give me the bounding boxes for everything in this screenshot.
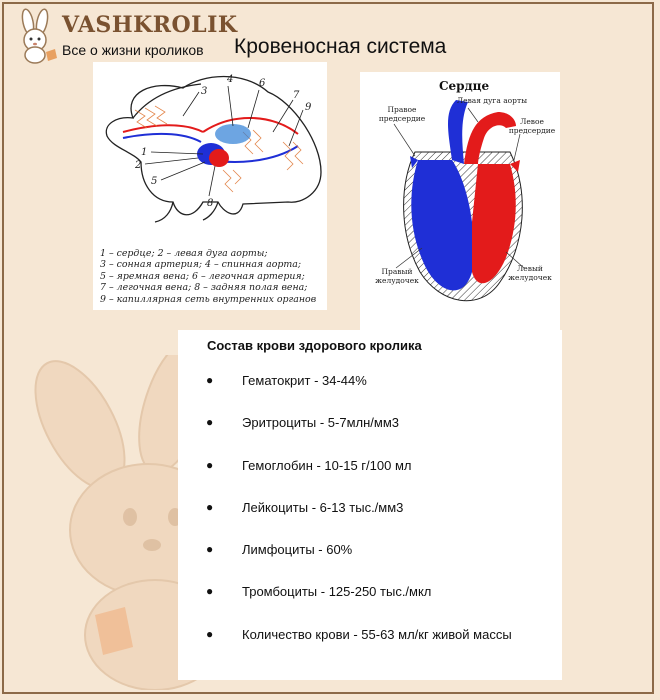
list-item: ● Гематокрит - 34-44% [206,373,367,388]
legend-line: 1 – сердце; 2 – левая дуга аорты; [100,248,268,259]
site-tagline: Все о жизни кроликов [62,42,204,58]
list-item: ● Тромбоциты - 125-250 тыс./мкл [206,584,432,600]
callout-6: 6 [259,78,266,89]
label-right-atrium: Правое предсердие [378,105,426,123]
label-aortic-arch: Левая дуга аорты [456,96,528,105]
blood-list [204,372,564,668]
callout-9: 9 [305,102,312,113]
bunny-logo-icon [10,8,62,64]
list-item: ● Лимфоциты - 60% [206,542,353,558]
bullet-icon: ● [206,542,214,557]
bullet-icon: ● [206,373,214,387]
list-item: ● Гемоглобин - 10-15 г/100 мл [206,457,412,473]
list-item: ● Лейкоциты - 6-13 тыс./мм3 [206,499,404,515]
blood-title: Состав крови здорового кролика [207,338,422,353]
legend-line: 3 – сонная артерия; 4 – спинная аорта; [100,259,301,271]
bullet-icon: ● [206,457,214,472]
page-title: Кровеносная система [234,35,447,58]
bullet-icon: ● [206,499,214,514]
label-right-ventricle: Правый желудочек [375,267,419,285]
callout-5: 5 [151,176,158,187]
bullet-icon: ● [206,626,214,641]
legend-line: 5 – яремная вена; 6 – легочная артерия; [100,270,305,282]
brand-name: VASHKROLIK [62,12,238,38]
list-item: ● Эритроциты - 5-7млн/мм3 [206,415,400,431]
legend-line: 7 – легочная вена; 8 – задняя полая вена; [100,282,308,294]
bullet-icon: ● [206,584,214,599]
callout-2: 2 [135,160,142,171]
callout-3: 3 [201,86,208,97]
rabbit-diagram-legend [100,248,325,305]
bullet-icon: ● [206,415,214,430]
label-left-ventricle: Левый желудочек [508,264,552,282]
callout-1: 1 [141,147,148,158]
label-left-atrium: Левое предсердие [508,117,556,135]
callout-4: 4 [227,74,234,85]
list-item: ● Количество крови - 55-63 мл/кг живой массы [206,626,512,642]
callout-8: 8 [207,198,214,209]
rabbit-circulatory-diagram [93,62,327,242]
heart-title: Сердце [439,79,490,93]
legend-line: 9 – капиллярная сеть внутренних органов [100,293,317,305]
callout-7: 7 [293,90,300,101]
